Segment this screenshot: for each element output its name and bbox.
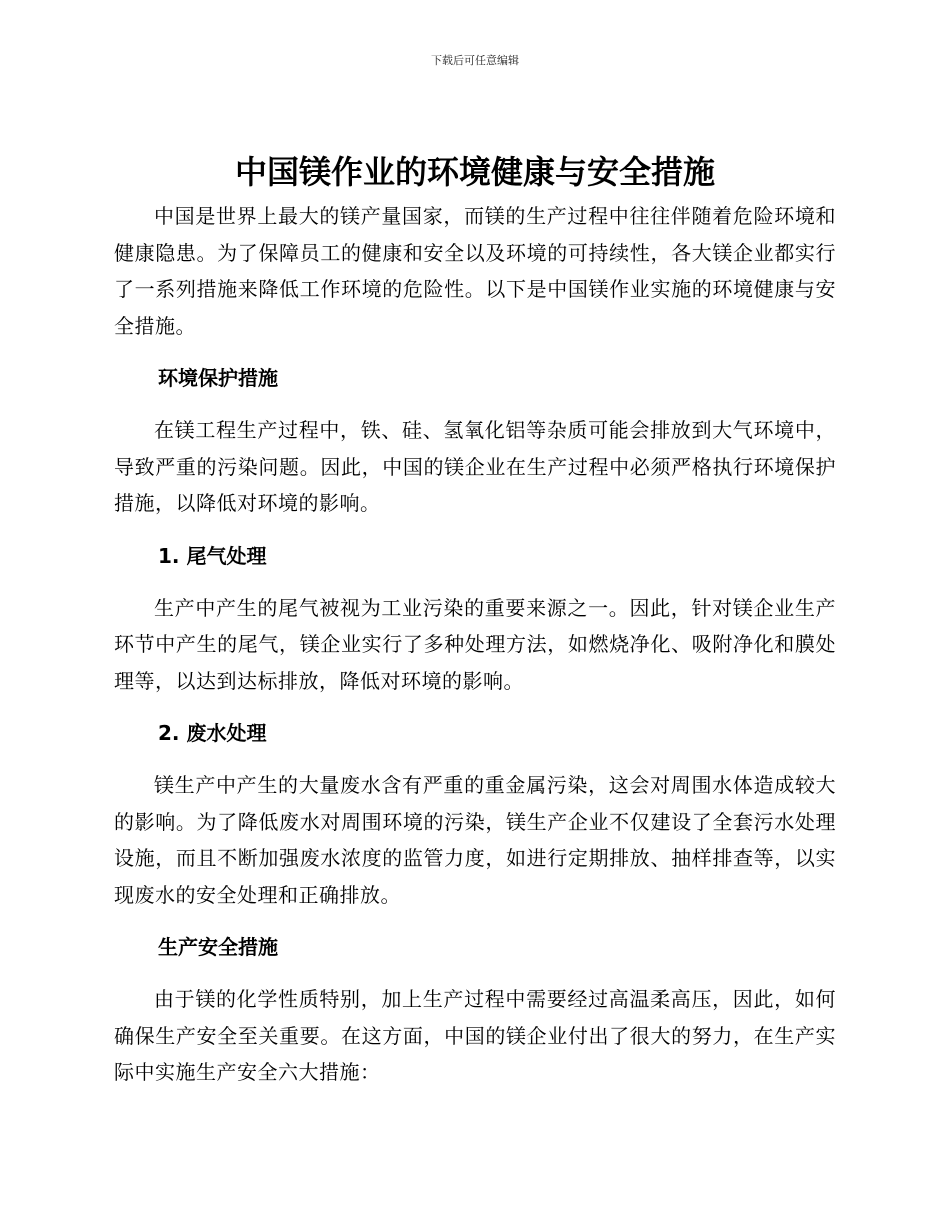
- section-heading-exhaust: 1. 尾气处理: [158, 543, 267, 568]
- section-paragraph-wastewater: 镁生产中产生的大量废水含有严重的重金属污染，这会对周围水体造成较大的影响。为了降低废水对周围环境的污染，镁生产企业不仅建设了全套污水处理设施，而且不断加强废水浓度的监管力度，如进行定期排放、抽样排查等，以实现废水的安全处理和正确排放。: [114, 773, 836, 907]
- section-paragraph-environment: 在镁工程生产过程中，铁、硅、氢氧化铝等杂质可能会排放到大气环境中，导致严重的污染问题。因此，中国的镁企业在生产过程中必须严格执行环境保护措施，以降低对环境的影响。: [114, 418, 836, 515]
- section-paragraph-safety: 由于镁的化学性质特别，加上生产过程中需要经过高温柔高压，因此，如何确保生产安全至关重要。在这方面，中国的镁企业付出了很大的努力，在生产实际中实施生产安全六大措施：: [114, 987, 836, 1084]
- document-title: 中国镁作业的环境健康与安全措施: [234, 153, 715, 191]
- header-note: 下载后可任意编辑: [431, 54, 519, 67]
- section-heading-environment: 环境保护措施: [158, 366, 278, 390]
- intro-paragraph: 中国是世界上最大的镁产量国家，而镁的生产过程中往往伴随着危险环境和健康隐患。为了保障员工的健康和安全以及环境的可持续性，各大镁企业都实行了一系列措施来降低工作环境的危险性。以下是中国镁作业实施的环境健康与安全措施。: [114, 204, 836, 338]
- section-heading-safety: 生产安全措施: [158, 935, 278, 959]
- section-heading-wastewater: 2. 废水处理: [158, 721, 267, 745]
- document-body: [114, 198, 836, 1091]
- section-paragraph-exhaust: 生产中产生的尾气被视为工业污染的重要来源之一。因此，针对镁企业生产环节中产生的尾气，镁企业实行了多种处理方法，如燃烧净化、吸附净化和膜处理等，以达到达标排放，降低对环境的影响。: [114, 595, 836, 693]
